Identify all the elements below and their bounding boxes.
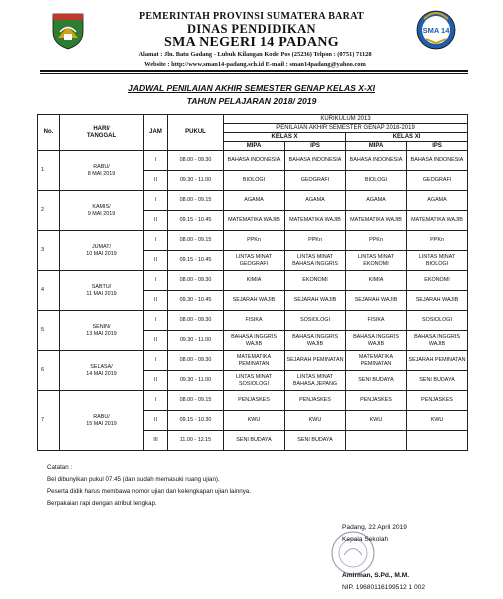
subject-cell-mipa-xi: PENJASKES [346,391,407,411]
subject-cell-mipa-xi: BAHASA INDONESIA [346,151,407,171]
subject-cell-mipa-x: PENJASKES [224,391,285,411]
letterhead-website: Website : http://www.sman14-padang.sch.id E-mail : sman14padang@yahoo.com [144,61,366,68]
subject-cell-mipa-xi: BIOLOGI [346,171,407,191]
subject-cell-ips-x: SEJARAH WAJIB [285,291,346,311]
day-number: 7 [38,391,60,451]
header-penilaian: PENILAIAN AKHIR SEMESTER GENAP 2018-2019 [224,124,468,133]
header-hari-tanggal [60,115,144,151]
subject-cell-mipa-xi [346,431,407,451]
subject-cell-mipa-x: BIOLOGI [224,171,285,191]
subject-cell-ips-x: AGAMA [285,191,346,211]
day-number: 2 [38,191,60,231]
subject-cell-mipa-x: MATEMATIKA WAJIB [224,211,285,231]
day-name: SENIN/ [92,323,111,330]
session-number: II [144,371,168,391]
session-time: 08.00 - 09.15 [168,391,224,411]
header-ips-xi: IPS [407,142,468,151]
session-number: III [144,431,168,451]
session-number: II [144,411,168,431]
session-time: 08.00 - 09.30 [168,151,224,171]
subject-cell-ips-x: LINTAS MINAT BAHASA INGGRIS [285,251,346,271]
signature-name: Amirman, S.Pd., M.M. [342,572,410,579]
session-number: I [144,191,168,211]
subject-cell-mipa-xi: SEJARAH WAJIB [346,291,407,311]
table-row [38,351,468,371]
session-number: I [144,351,168,371]
subject-cell-ips-xi: SENI BUDAYA [407,371,468,391]
day-date-cell [60,151,144,191]
day-date: 9 MAI 2019 [87,210,116,217]
session-time: 09.30 - 11.00 [168,331,224,351]
subject-cell-mipa-xi: LINTAS MINAT EKONOMI [346,251,407,271]
subject-cell-ips-x: PPKn [285,231,346,251]
session-number: II [144,291,168,311]
day-date-cell [60,391,144,451]
subject-cell-ips-x: GEOGRAFI [285,171,346,191]
header-jam: JAM [144,115,168,151]
letterhead-rule-thick [40,70,468,72]
subject-cell-mipa-x: KWU [224,411,285,431]
subject-cell-mipa-xi: SENI BUDAYA [346,371,407,391]
subject-cell-mipa-x: KIMIA [224,271,285,291]
day-number: 5 [38,311,60,351]
letterhead-rule-thin [40,73,468,74]
note-item: Peserta didik harus membawa nomor ujian dan kelengkapan ujian lainnya. [47,488,251,495]
signature-place-date: Padang, 22 April 2019 [342,524,407,531]
subject-cell-ips-x: SEJARAH PEMINATAN [285,351,346,371]
subject-cell-mipa-x: SEJARAH WAJIB [224,291,285,311]
day-name: KAMIS/ [92,203,111,210]
session-number: I [144,271,168,291]
subject-cell-mipa-xi: KIMIA [346,271,407,291]
subject-cell-mipa-x: LINTAS MINAT GEOGRAFI [224,251,285,271]
subject-cell-ips-xi: EKONOMI [407,271,468,291]
schedule-title: JADWAL PENILAIAN AKHIR SEMESTER GENAP KELAS X-XI [127,83,375,93]
session-number: II [144,251,168,271]
day-date-cell [60,311,144,351]
day-name: SABTU/ [91,283,112,290]
session-number: II [144,171,168,191]
signature-nip: NIP. 19680116199512 1 002 [342,584,425,591]
session-number: II [144,211,168,231]
subject-cell-ips-x: SOSIOLOGI [285,311,346,331]
subject-cell-mipa-xi: PPKn [346,231,407,251]
subject-cell-mipa-x: BAHASA INDONESIA [224,151,285,171]
session-number: II [144,331,168,351]
session-time: 09.15 - 10.30 [168,411,224,431]
subject-cell-ips-xi: SEJARAH WAJIB [407,291,468,311]
session-time: 09.30 - 11.00 [168,171,224,191]
header-no: No. [38,115,60,151]
header-ips-x: IPS [285,142,346,151]
day-date: 8 MAI 2019 [87,170,116,177]
subject-cell-ips-xi [407,431,468,451]
letterhead-address: Alamat : Jln. Batu Gadang - Lubuk Kilangan Kode Pos (25236) Telpon : (0751) 71128 [138,51,372,58]
subject-cell-ips-xi: PPKn [407,231,468,251]
table-row [38,231,468,251]
day-date-cell [60,271,144,311]
session-number: I [144,391,168,411]
subject-cell-ips-x: EKONOMI [285,271,346,291]
day-date-cell [60,351,144,391]
schedule-year: TAHUN PELAJARAN 2018/ 2019 [186,96,317,106]
session-time: 08.00 - 09.15 [168,191,224,211]
day-number: 6 [38,351,60,391]
session-time: 08.00 - 09.30 [168,311,224,331]
day-date-cell [60,231,144,271]
table-row [38,391,468,411]
notes-section [47,462,347,510]
schedule-body [38,151,468,451]
table-row [38,191,468,211]
subject-cell-mipa-xi: MATEMATIKA WAJIB [346,211,407,231]
session-time: 09.15 - 10.45 [168,251,224,271]
day-name: SELASA/ [90,363,113,370]
signature-block [342,522,492,594]
day-name: RABU/ [93,163,110,170]
school-logo-text: SMA 14 [422,26,450,35]
header-hari: HARI/ [93,125,110,132]
session-time: 09.15 - 10.45 [168,211,224,231]
signature-role: Kepala Sekolah [342,536,389,543]
table-row [38,151,468,171]
header-kurikulum: KURIKULUM 2013 [224,115,468,124]
header-pukul: PUKUL [168,115,224,151]
letterhead-school-name: SMA NEGERI 14 PADANG [164,35,339,50]
day-date: 10 MAI 2019 [86,250,117,257]
subject-cell-mipa-x: PPKn [224,231,285,251]
day-date: 11 MAI 2019 [86,290,117,297]
session-time: 09.30 - 11.00 [168,371,224,391]
header-mipa-xi: MIPA [346,142,407,151]
subject-cell-ips-x: BAHASA INDONESIA [285,151,346,171]
note-item: Bel dibunyikan pukul 07.45 (dan sudah memasuki ruang ujian). [47,476,220,483]
table-row [38,271,468,291]
subject-cell-ips-xi: GEOGRAFI [407,171,468,191]
subject-cell-ips-x: PENJASKES [285,391,346,411]
subject-cell-ips-xi: LINTAS MINAT BIOLOGI [407,251,468,271]
signature-space [342,546,492,570]
subject-cell-ips-x: MATEMATIKA WAJIB [285,211,346,231]
subject-cell-mipa-xi: AGAMA [346,191,407,211]
session-number: I [144,311,168,331]
session-time: 08.00 - 09.30 [168,271,224,291]
session-time: 08.00 - 09.15 [168,231,224,251]
subject-cell-ips-x: KWU [285,411,346,431]
subject-cell-mipa-x: BAHASA INGGRIS WAJIB [224,331,285,351]
subject-cell-mipa-xi: MATEMATIKA PEMINATAN [346,351,407,371]
subject-cell-mipa-xi: BAHASA INGGRIS WAJIB [346,331,407,351]
day-number: 4 [38,271,60,311]
subject-cell-mipa-x: LINTAS MINAT SOSIOLOGI [224,371,285,391]
day-number: 3 [38,231,60,271]
letterhead-government: PEMERINTAH PROVINSI SUMATERA BARAT [139,11,364,22]
subject-cell-ips-xi: AGAMA [407,191,468,211]
subject-cell-ips-x: SENI BUDAYA [285,431,346,451]
day-date: 14 MAI 2019 [86,370,117,377]
day-name: JUMAT/ [91,243,112,250]
header-tanggal: TANGGAL [86,132,117,139]
day-number: 1 [38,151,60,191]
table-row [38,311,468,331]
session-number: I [144,151,168,171]
session-time: 09.30 - 10.45 [168,291,224,311]
subject-cell-mipa-xi: KWU [346,411,407,431]
subject-cell-ips-x: LINTAS MINAT BAHASA JEPANG [285,371,346,391]
subject-cell-ips-xi: MATEMATIKA WAJIB [407,211,468,231]
subject-cell-ips-xi: PENJASKES [407,391,468,411]
day-date: 13 MAI 2019 [86,330,117,337]
session-number: I [144,231,168,251]
subject-cell-ips-xi: SOSIOLOGI [407,311,468,331]
subject-cell-mipa-x: MATEMATIKA PEMINATAN [224,351,285,371]
subject-cell-ips-x: BAHASA INGGRIS WAJIB [285,331,346,351]
letterhead-department: DINAS PENDIDIKAN [187,22,316,36]
header-kelas-xi: KELAS XI [346,133,468,142]
day-name: RABU/ [93,413,110,420]
exam-schedule-table [37,114,468,451]
subject-cell-ips-xi: BAHASA INGGRIS WAJIB [407,331,468,351]
session-time: 08.00 - 09.30 [168,351,224,371]
subject-cell-mipa-xi: FISIKA [346,311,407,331]
subject-cell-ips-xi: SEJARAH PEMINATAN [407,351,468,371]
session-time: 11.00 - 12.15 [168,431,224,451]
note-item: Berpakaian rapi dengan atribut lengkap. [47,500,157,507]
header-kelas-x: KELAS X [224,133,346,142]
subject-cell-mipa-x: SENI BUDAYA [224,431,285,451]
day-date-cell [60,191,144,231]
notes-heading: Catatan : [47,464,73,471]
header-mipa-x: MIPA [224,142,285,151]
subject-cell-mipa-x: FISIKA [224,311,285,331]
subject-cell-mipa-x: AGAMA [224,191,285,211]
subject-cell-ips-xi: BAHASA INDONESIA [407,151,468,171]
day-date: 15 MAI 2019 [86,420,117,427]
subject-cell-ips-xi: KWU [407,411,468,431]
